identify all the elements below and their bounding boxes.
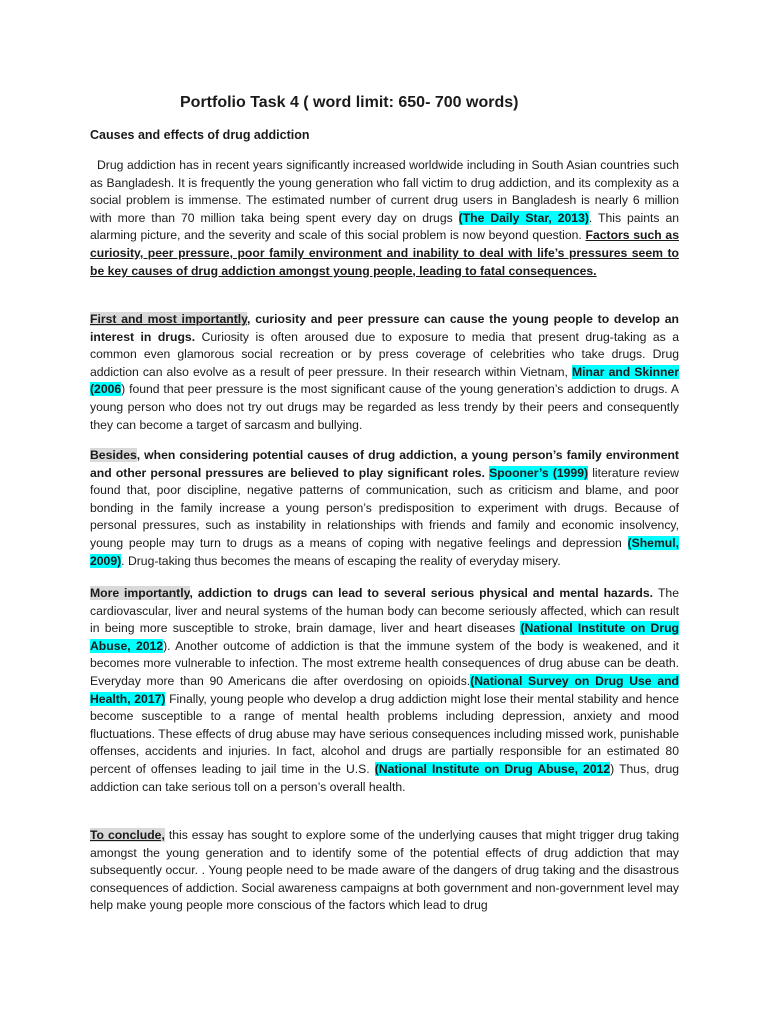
citation-minar-skinner: Minar and Skinner (2006	[90, 364, 680, 397]
transition-first: First and most importantly	[90, 312, 248, 326]
citation-nsduh: (National Survey on Drug Use and Health, 2017)	[90, 673, 679, 706]
transition-to-conclude: To conclude,	[90, 828, 165, 842]
paragraph-effects	[90, 585, 679, 796]
paragraph-introduction	[90, 157, 679, 280]
transition-more-importantly: More importantly	[90, 586, 190, 600]
document-subtitle: Causes and effects of drug addiction	[90, 128, 310, 142]
topic-sentence-4: , addiction to drugs can lead to several serious physical and mental hazards.	[189, 586, 658, 600]
body-text-4b: ). Another outcome of addiction is that the immune system of the body is weakened, and it becomes more vulnerable to infection. The most extreme health consequences of drug abuse can be death. Everyday more than 90 Americans die after overdosing on opioids.	[90, 638, 679, 688]
document-title: Portfolio Task 4 ( word limit: 650- 700 words)	[180, 94, 519, 111]
paragraph-family	[90, 447, 679, 570]
body-text-4c: Finally, young people who develop a drug addiction might lose their mental stability and hence become susceptible to a range of mental health problems including depression, anxiety and mood fluctuations. These effects of drug abuse may have serious consequences including missed work, punishable offenses, accidents and injuries. In fact, alcohol and drugs are partially responsible for an estimated 80 percent of offenses leading to jail time in the U.S.	[90, 691, 679, 776]
conclusion-text: this essay has sought to explore some of the underlying causes that might trigger drug taking amongst the young generation and to identify some of the potential effects of drug addiction that may subsequently occur. . Young people need to be made aware of the dangers of drug taking and the disastrous consequences of addiction. Social awareness campaigns at both government and non-government level may help make young people more conscious of the factors which lead to drug	[90, 828, 679, 913]
citation-nida-2: (National Institute on Drug Abuse, 2012	[374, 761, 611, 776]
intro-text-2: . This paints an alarming picture, and the severity and scale of this social problem is now beyond question.	[90, 210, 679, 243]
body-text-2b: ) found that peer pressure is the most significant cause of the young generation’s addiction to drugs. A young person who does not try out drugs may be regarded as less trendy by their peers and consequently they can become a target of sarcasm and bullying.	[90, 382, 679, 432]
citation-spooner: Spooner’s (1999)	[489, 465, 589, 480]
citation-daily-star: (The Daily Star, 2013)	[458, 210, 589, 225]
topic-sentence-3: , when considering potential causes of drug addiction, a young person’s family environment and other personal pressures are believed to play significant roles.	[90, 448, 679, 480]
body-text-3b: . Drug-taking thus becomes the means of escaping the reality of everyday misery.	[121, 553, 561, 568]
citation-shemul: (Shemul, 2009)	[90, 535, 679, 568]
intro-text: Drug addiction has in recent years significantly increased worldwide including in South Asian countries such as Bangladesh. It is frequently the young generation who fall victim to drug addiction, and its complexity as a social problem is immense. The estimated number of current drug users in Bangladesh is nearly 6 million with more than 70 million taka being spent every day on drugs	[90, 158, 679, 225]
citation-nida-1: (National Institute on Drug Abuse, 2012	[90, 621, 679, 653]
thesis-statement: Factors such as curiosity, peer pressure, poor family environment and inability to deal with life’s pressures seem to be key causes of drug addiction amongst young people, leading to fatal consequences.	[90, 228, 679, 278]
paragraph-curiosity	[90, 311, 679, 434]
body-text-2a: Curiosity is often aroused due to exposure to media that present drug-taking as a common even glamorous social recreation or by press coverage of celebrities who take drugs. Drug addiction can also evolve as a result of peer pressure. In their research within Vietnam,	[90, 329, 679, 379]
transition-besides: Besides	[90, 448, 137, 462]
body-text-4d: ) Thus, drug addiction can take serious toll on a person’s overall health.	[90, 761, 679, 794]
topic-sentence-2: , curiosity and peer pressure can cause the young people to develop an interest in drugs.	[90, 312, 679, 344]
body-text-3a: literature review found that, poor discipline, negative patterns of communication, such as criticism and blame, and poor bonding in the family increase a young person’s predisposition to experiment with drugs. Because of personal pressures, such as instability in relationships with friends and family and economic insolvency, young people may turn to drugs as a means of coping with negative feelings and depression	[90, 465, 679, 550]
body-text-4a: The cardiovascular, liver and neural systems of the human body can become seriously affected, which can result in being more susceptible to stroke, brain damage, liver and heart diseases	[90, 586, 679, 636]
paragraph-conclusion	[90, 827, 679, 915]
